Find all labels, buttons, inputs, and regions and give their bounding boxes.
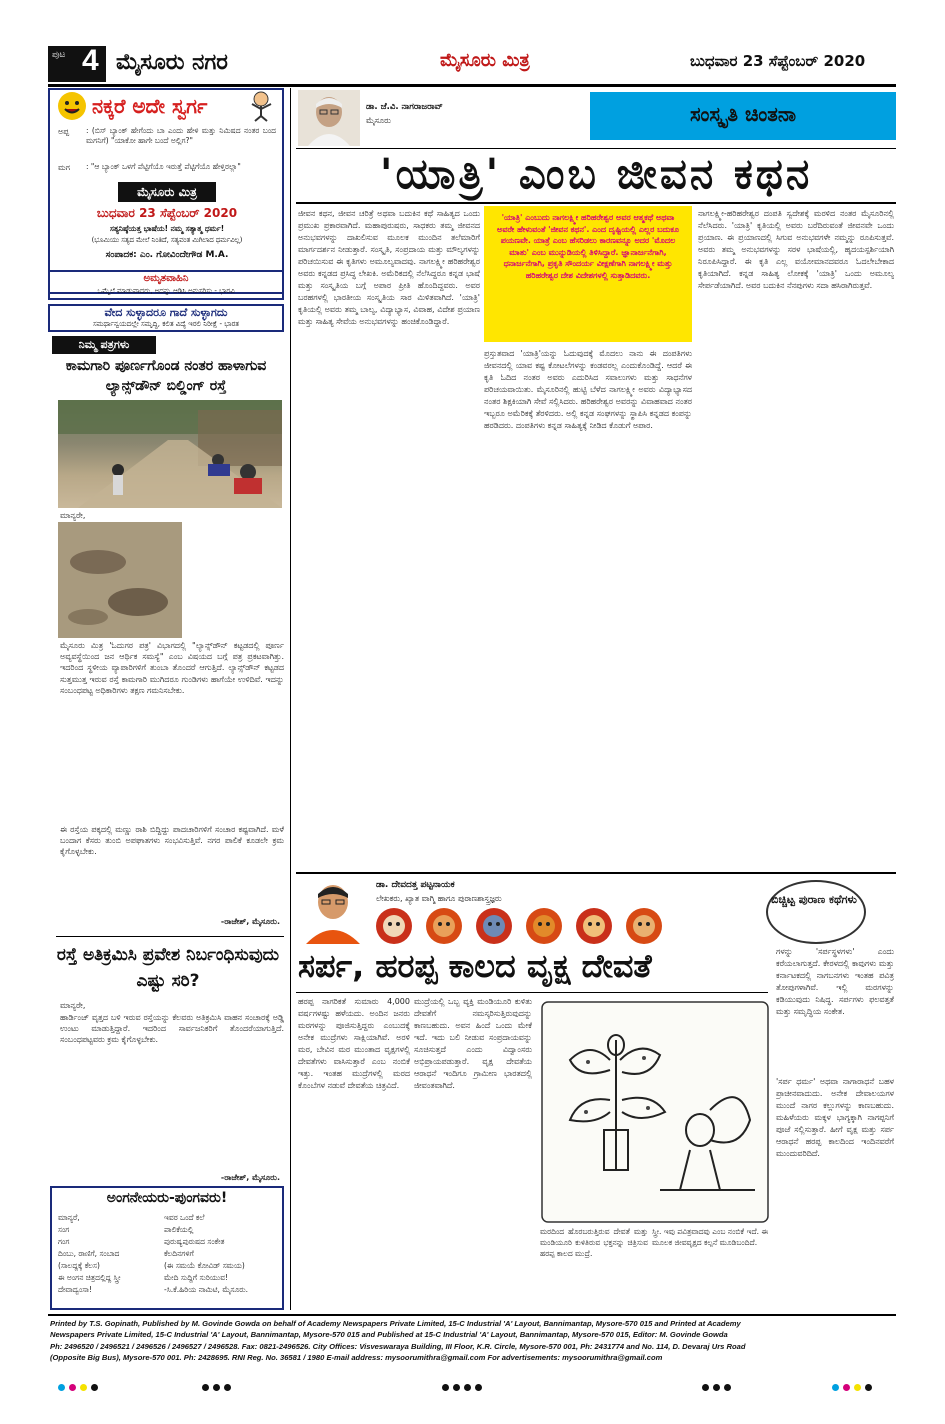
- harappa-seal-illustration: [540, 1000, 770, 1224]
- black-dot: [453, 1384, 460, 1391]
- paper-name: ಮೈಸೂರು ಮಿತ್ರ: [440, 50, 530, 71]
- quote-1-text: ಒಮ್ಮೆಲೆ ಮಾಡುವಾದರು, ಅದನ್ನು ಆಡಿಸಿ ಅನುಸರಿಸು - ಭಾರವಿ: [97, 287, 235, 295]
- letter-photo-2: [58, 522, 182, 638]
- masthead-date: ಬುಧವಾರ 23 ಸೆಪ್ಟೆಂಬರ್ 2020: [690, 52, 866, 70]
- footer-line-2: Newspapers Private Limited, 15-C Industrial 'A' Layout, Bannimantap, Mysore-570 015 and Published at 15-C Industrial 'A' Layout, Bannimantap, Mysore-570 015, Editor: M. Govinde Gowda: [50, 1330, 728, 1340]
- black-dot: [464, 1384, 471, 1391]
- poem-left-column: [58, 1212, 162, 1296]
- black-dot: [475, 1384, 482, 1391]
- yellow-dot: [854, 1384, 861, 1391]
- culture-headline-rule: [296, 202, 896, 204]
- black-dot: [724, 1384, 731, 1391]
- letter-headline: ಕಾಮಗಾರಿ ಪೂರ್ಣಗೊಂಡ ನಂತರ ಹಾಳಾಗುವ ಲ್ಯಾನ್ಸ್‌ಡೌನ್ ಬಿಲ್ಡಿಂಗ್ ರಸ್ತೆ: [65, 358, 267, 394]
- letter-photo-1: [58, 400, 282, 508]
- poem-right-column: [164, 1212, 282, 1296]
- joke-line-2: : "ಆ ಬ್ಯಾಂಕ್‌ ಒಳಗೆ ಪೆಟ್ಟಿಗೆಯೊ ಇರುತ್ತೆ ಪೆಟ್ಟಿಗೆಯೊ ಹೇಳ್ತಿರಲ್ಲಾ": [86, 162, 241, 171]
- joke-subline-1: ಸತ್ಯನಿಷ್ಠೆಯತ್ತ ಭಾಷೆಯ! ನಮ್ಮ ಸತ್ಯಾತ್ಮ ಧರ್ಮ!: [109, 224, 225, 233]
- page-number: 4: [82, 44, 99, 77]
- black-dot: [713, 1384, 720, 1391]
- culture-author-city: ಮೈಸೂರು: [366, 116, 391, 125]
- cyan-dot: [58, 1384, 65, 1391]
- letters-tag: ನಿಮ್ಮ ಪತ್ರಗಳು: [52, 336, 156, 354]
- joke-subline-2: (ಭೂಮಿಯು ಸತ್ಯದ ಮೇಲೆ ನಿಂತಿದೆ, ಸತ್ಯವಂತ ಮಿಗಿಲಾದ ಧರ್ಮವಿಲ್ಲ): [91, 236, 243, 244]
- tree-column-3a: ಗಳನ್ನು 'ಸರ್ಪಸ್ಥಳಗಳು' ಎಂದು ಕರೆಯಲಾಗುತ್ತದೆ. ಕೇರಳದಲ್ಲಿ ಕಾವುಗಳು ಮತ್ತು ಕರ್ನಾಟಕದಲ್ಲಿ ನಾಗಬನಗಳು ಇಂತಹ ಪವಿತ್ರ ತೋಪುಗಳಾಗಿವೆ. ಇಲ್ಲಿ ಮರಗಳನ್ನು ಕಡಿಯುವುದು ನಿಷಿದ್ಧ. ಸರ್ಪಗಳು ಫಲವತ್ತತೆ ಮತ್ತು ಸಮೃದ್ಧಿಯ ಸಂಕೇತ.: [776, 947, 894, 1016]
- letter-salutation: ಮಾನ್ಯರೇ,: [60, 511, 86, 520]
- tree-author-desc: ಲೇಖಕರು, ಖ್ಯಾತ ವಾಗ್ಮಿ ಹಾಗೂ ಪುರಾಣಶಾಸ್ತ್ರಜ್ಞರು: [376, 894, 502, 903]
- footer-line-1: Printed by T.S. Gopinath, Published by M. Govinde Gowda on behalf of Academy Newspapers Private Limited, 15-C Industrial 'A' Layout, Bannimantap, Mysore-570 015 and Printed at Academy: [50, 1319, 741, 1328]
- registration-marks-right: [830, 1376, 874, 1395]
- joke-speaker-1: ಅಪ್ಪ: [58, 127, 70, 136]
- black-dot: [442, 1384, 449, 1391]
- quote-2-title: ವೇದ ಸುಳ್ಳಾದರೂ ಗಾದೆ ಸುಳ್ಳಾಗದು: [104, 306, 228, 319]
- black-dot: [702, 1384, 709, 1391]
- culture-column-3: ನಾಗಲಕ್ಷ್ಮೀ-ಹರಿಹರೇಶ್ವರ ದಂಪತಿ ಸ್ವದೇಶಕ್ಕೆ ಮರಳಿದ ನಂತರ ಮೈಸೂರಿನಲ್ಲಿ ನೆಲೆಸಿದರು. 'ಯಾತ್ರಿ' ಕೃತಿಯಲ್ಲಿ ಅವರು ಬರೆದಿರುವಂತೆ ಜೀವನವೇ ಒಂದು ಪ್ರಯಾಣ. ಈ ಪ್ರಯಾಣದಲ್ಲಿ ಸಿಗುವ ಅನುಭವಗಳೇ ನಮ್ಮನ್ನು ರೂಪಿಸುತ್ತವೆ. ಅವರು ತಮ್ಮ ಅನುಭವಗಳನ್ನು ಸರಳ ಭಾಷೆಯಲ್ಲಿ, ಹೃದಯಸ್ಪರ್ಶಿಯಾಗಿ ನಿರೂಪಿಸಿದ್ದಾರೆ. ಈ ಕೃತಿ ಎಲ್ಲ ವಯೋಮಾನದವರೂ ಓದಲೇಬೇಕಾದ ಕೃತಿಯಾಗಿದೆ. ಕನ್ನಡ ಸಾಹಿತ್ಯ ಲೋಕಕ್ಕೆ 'ಯಾತ್ರಿ' ಒಂದು ಅಮೂಲ್ಯ ಸೇರ್ಪಡೆಯಾಗಿದೆ. ಅವರ ಬದುಕಿನ ನೆನಪುಗಳು ಸದಾ ಹಸಿರಾಗಿರುತ್ತವೆ.: [698, 209, 894, 290]
- poem-title: ಅಂಗನೇಯರು-ಪುಂಗವರು!: [106, 1190, 228, 1206]
- poem-right-line: ಪುರುಷ್ಯಪುರುಷದ ಸಂಕೇತ: [164, 1237, 225, 1246]
- joke-date: ಬುಧವಾರ 23 ಸೆಪ್ಟೆಂಬರ್ 2020: [96, 206, 238, 220]
- poem-right-line: ಇವರ ಒಂದೆ ಕಲೆ: [164, 1213, 205, 1222]
- letter-body-2: ಈ ರಸ್ತೆಯ ಪಕ್ಕದಲ್ಲಿ ಮಣ್ಣು ರಾಶಿ ಬಿದ್ದಿದ್ದು ಪಾದಚಾರಿಗಳಿಗೆ ಸಂಚಾರ ಕಷ್ಟವಾಗಿದೆ. ಮಳೆ ಬಂದಾಗ ಕೆಸರು ತುಂಬಿ ಅಪಘಾತಗಳು ಸಂಭವಿಸುತ್ತಿವೆ. ನಗರ ಪಾಲಿಕೆ ಕೂಡಲೇ ಕ್ರಮ ಕೈಗೊಳ್ಳಬೇಕು.: [60, 825, 284, 857]
- poem-left-line: ದೇವಾದ್ವಂಸಾ!: [58, 1285, 92, 1294]
- letter-2-salutation: ಮಾನ್ಯರೇ,: [60, 1001, 86, 1010]
- black-dot: [213, 1384, 220, 1391]
- section-title: ಮೈಸೂರು ನಗರ: [116, 50, 228, 75]
- culture-bottom-rule: [296, 872, 896, 874]
- registration-marks-center-right: [700, 1376, 733, 1395]
- masthead-rule: [48, 84, 896, 87]
- footer-line-3: Ph: 2496520 / 2496521 / 2496526 / 2496527 / 2496528. Fax: 0821-2496526. City Offices: Visveswaraya Building, III Floor, K.R. Circle, Mysore-570 001, Ph: 2431774 and No. 114, D. Devaraj Urs Road: [50, 1341, 746, 1351]
- letter-2-headline: ರಸ್ತೆ ಅತಿಕ್ರಮಿಸಿ ಪ್ರವೇಶ ನಿರ್ಬಂಧಿಸುವುದು ಎಷ್ಟು ಸರಿ?: [56, 945, 280, 991]
- magenta-dot: [843, 1384, 850, 1391]
- black-dot: [91, 1384, 98, 1391]
- tree-column-title: ಬಿಚ್ಚಿಟ್ಟ ಪುರಾಣ ಕಥೆಗಳು: [771, 893, 857, 906]
- poem-right-line: ಕೆಲದಿನಗಳಿಗೆ: [164, 1249, 194, 1258]
- poem-left-line: ಸಂಗ: [58, 1225, 70, 1234]
- tree-headline: ಸರ್ಪ, ಹರಪ್ಪ ಕಾಲದ ವೃಕ್ಷ ದೇವತೆ: [298, 947, 652, 985]
- joke-line-1: : (ಬಿಸ್‌ ಬ್ಯಾಂಕ್‌ ಹೇಗೆಂದು ಬಾ ಎಂದು ಹೇಳಿ ಮತ್ತು ನಿಮಿಷದ ನಂತರ ಬಂದ ಮಗನಿಗೆ) "ಯಾಕೋ ಹಾಗೇ ಬಂದೆ ಅಲ್ಲಿಗ?": [86, 126, 276, 145]
- seal-caption: ಮರದಿಂದ ಹೊರಬರುತ್ತಿರುವ ದೇವತೆ ಮತ್ತು ಮಂಡಿಯೂರಿ ಕುಳಿತಿರುವ ಭಕ್ತನನ್ನು ಚಿತ್ರಿಸುವ ಹರಪ್ಪ ಕಾಲದ ಮುದ್ರೆ.: [540, 1227, 648, 1258]
- culture-column-2: ಪ್ರಸ್ತುತವಾದ 'ಯಾತ್ರಿ'ಯನ್ನು ಓದುವುದಕ್ಕೆ ಮೊದಲು ನಾನು ಈ ದಂಪತಿಗಳು ಜೀವನದಲ್ಲಿ ಯಾವ ಕಷ್ಟ ಕೋಟಲೆಗಳನ್ನು ಕಂಡವರಲ್ಲ ಎಂದುಕೊಂಡಿದ್ದೆ. ಆದರೆ ಈ ಕೃತಿ ಓದಿದ ನಂತರ ಅವರು ಎದುರಿಸಿದ ಸವಾಲುಗಳು ಮತ್ತು ಸಾಧನೆಗಳ ಪರಿಚಯವಾಯಿತು. ಮೈಸೂರಿನಲ್ಲಿ ಹುಟ್ಟಿ ಬೆಳೆದ ನಾಗಲಕ್ಷ್ಮೀ ಅವರು ವಿದ್ಯಾಭ್ಯಾಸದ ನಂತರ ಶಿಕ್ಷಕಿಯಾಗಿ ಸೇವೆ ಸಲ್ಲಿಸಿದರು. ಹರಿಹರೇಶ್ವರ ಅವರನ್ನು ವಿವಾಹವಾದ ನಂತರ ಇಬ್ಬರೂ ಅಮೆರಿಕಕ್ಕೆ ತೆರಳಿದರು. ಅಲ್ಲಿ ಕನ್ನಡ ಸಂಘಗಳನ್ನು ಸ್ಥಾಪಿಸಿ ಕನ್ನಡದ ಕಂಪನ್ನು ಹರಡಿದರು. ದಂಪತಿಗಳು ಕನ್ನಡ ಸಾಹಿತ್ಯಕ್ಕೆ ನೀಡಿದ ಕೊಡುಗೆ ಅಪಾರ.: [484, 349, 692, 430]
- letter-2-body: ಹಾರ್ಡಿಂಜ್ ವೃತ್ತದ ಬಳಿ ಇರುವ ರಸ್ತೆಯನ್ನು ಕೆಲವರು ಅತಿಕ್ರಮಿಸಿ ವಾಹನ ಸಂಚಾರಕ್ಕೆ ಅಡ್ಡಿ ಉಂಟು ಮಾಡುತ್ತಿದ್ದಾರೆ. ಇದರಿಂದ ಸಾರ್ವಜನಿಕರಿಗೆ ತೊಂದರೆಯಾಗುತ್ತಿದೆ. ಸಂಬಂಧಪಟ್ಟವರು ಕ್ರಮ ಕೈಗೊಳ್ಳಬೇಕು.: [60, 1013, 284, 1045]
- tree-column-1: ಹರಪ್ಪ ನಾಗರಿಕತೆ ಸುಮಾರು 4,000 ವರ್ಷಗಳಷ್ಟು ಹಳೆಯದು. ಅಂದಿನ ಜನರು ಮರಗಳನ್ನು ಪೂಜಿಸುತ್ತಿದ್ದರು ಎಂಬುದಕ್ಕೆ ಅನೇಕ ಮುದ್ರೆಗಳು ಸಾಕ್ಷಿಯಾಗಿವೆ. ಅರಳಿ ಮರ, ಬೇವಿನ ಮರ ಮುಂತಾದ ವೃಕ್ಷಗಳಲ್ಲಿ ದೇವತೆಗಳು ವಾಸಿಸುತ್ತಾರೆ ಎಂಬ ನಂಬಿಕೆ ಇತ್ತು. ಇಂತಹ ಮುದ್ರೆಗಳಲ್ಲಿ ಮರದ ಕೊಂಬೆಗಳ ನಡುವೆ ದೇವತೆಯ ಚಿತ್ರವಿದೆ.: [298, 997, 410, 1090]
- letter-divider: [56, 936, 284, 937]
- page-label: ಪುಟ: [52, 50, 66, 60]
- tree-column-4: ಸ್ತ್ರೀ. ಇವು ಪವಿತ್ರವಾದವು ಎಂಬ ನಂಬಿಕೆ ಇದೆ. ಈ ಮೂಲಕ ಜೀವವೃಕ್ಷದ ಕಲ್ಪನೆ ಮೂಡಿಬಂದಿದೆ.: [652, 1227, 768, 1247]
- registration-marks-center: [440, 1376, 484, 1395]
- poem-left-line: ಗಂಗ: [58, 1237, 70, 1246]
- culture-column-1: ಜೀವನ ಕಥನ, ಜೀವನ ಚರಿತ್ರೆ ಅಥವಾ ಬದುಕಿನ ಕಥೆ ಸಾಹಿತ್ಯದ ಒಂದು ಪ್ರಮುಖ ಪ್ರಕಾರವಾಗಿದೆ. ಮಹಾಪುರುಷರು, ಸಾಧಕರು ತಮ್ಮ ಜೀವನದ ಅನುಭವಗಳನ್ನು ದಾಖಲಿಸುವ ಮೂಲಕ ಮುಂದಿನ ತಲೆಮಾರಿಗೆ ಮಾರ್ಗದರ್ಶನ ನೀಡುತ್ತಾರೆ. ಸಂಸ್ಕೃತಿ, ಸಂಪ್ರದಾಯ ಮತ್ತು ಮೌಲ್ಯಗಳನ್ನು ಪರಿಚಯಿಸುವ ಈ ಕೃತಿಗಳು ಅಮೂಲ್ಯವಾದವು. ನಾಗಲಕ್ಷ್ಮೀ ಹರಿಹರೇಶ್ವರ ಅವರು ಕನ್ನಡದ ಪ್ರಸಿದ್ಧ ಲೇಖಕಿ. ಅಮೆರಿಕದಲ್ಲಿ ನೆಲೆಸಿದ್ದರೂ ಕನ್ನಡ ಭಾಷೆ ಮತ್ತು ಸಂಸ್ಕೃತಿಯ ಬಗ್ಗೆ ಅಪಾರ ಪ್ರೀತಿ ಹೊಂದಿದ್ದವರು. ಅವರ ಬರಹಗಳಲ್ಲಿ ಭಾರತೀಯ ಸಂಸ್ಕೃತಿಯ ಸಾರ ಮಿಳಿತವಾಗಿದೆ. 'ಯಾತ್ರಿ' ಕೃತಿಯಲ್ಲಿ ಅವರು ತಮ್ಮ ಬಾಲ್ಯ, ವಿದ್ಯಾಭ್ಯಾಸ, ವಿವಾಹ, ವಿದೇಶ ಪ್ರಯಾಣ ಮತ್ತು ಸಾಹಿತ್ಯ ಸೇವೆಯ ಅನುಭವಗಳನ್ನು ಹಂಚಿಕೊಂಡಿದ್ದಾರೆ.: [298, 209, 480, 326]
- culture-pullquote: 'ಯಾತ್ರಿ' ಎಂಬುದು ನಾಗಲಕ್ಷ್ಮೀ ಹರಿಹರೇಶ್ವರ ಅವರ ಆತ್ಮಕಥೆ ಅಥವಾ ಅವರೇ ಹೇಳುವಂತೆ 'ಜೀವನ ಕಥನ'. ಎಂದ ದೃಷ್ಟಿಯಲ್ಲಿ ಎಲ್ಲರ ಬದುಕೂ ಪಯಣವೇ. ಯಾತ್ರೆ ಎಂಬ ಹೆಸರಿಡಲು ಕಾರಣವನ್ನೂ ಅದರ 'ಮೊದಲ ಮಾತು' ಎಂಬ ಮುನ್ನುಡಿಯಲ್ಲಿ ತಿಳಿಸಿದ್ದಾರೆ. ಜ್ಞಾನಾರ್ಜನೆಗಾಗಿ, ಧನಾರ್ಜನೆಗಾಗಿ, ಪ್ರಕೃತಿ ಸೌಂದರ್ಯ ವೀಕ್ಷಣೆಗಾಗಿ ನಾಗಲಕ್ಷ್ಮೀ ಮತ್ತು ಹರಿಹರೇಶ್ವರ ದೇಶ ವಿದೇಶಗಳಲ್ಲಿ ಸುತ್ತಾಡಿದವರು.: [497, 213, 679, 280]
- yellow-dot: [80, 1384, 87, 1391]
- quote-1-title: ಅಮೃತವಾಹಿನಿ: [143, 273, 189, 284]
- author-photo: [298, 90, 360, 146]
- tree-column-2: ಮುದ್ರೆಯಲ್ಲಿ ಒಬ್ಬ ವ್ಯಕ್ತಿ ಮಂಡಿಯೂರಿ ಕುಳಿತು ದೇವತೆಗೆ ನಮಸ್ಕರಿಸುತ್ತಿರುವುದನ್ನು ಕಾಣಬಹುದು. ಅವನ ಹಿಂದೆ ಒಂದು ಮೇಕೆ ಇದೆ. ಇದು ಬಲಿ ನೀಡುವ ಸಂಪ್ರದಾಯವನ್ನು ಸೂಚಿಸುತ್ತದೆ ಎಂದು ವಿದ್ವಾಂಸರು ಅಭಿಪ್ರಾಯಪಡುತ್ತಾರೆ. ವೃಕ್ಷ ದೇವತೆಯ ಆರಾಧನೆ ಇಂದಿಗೂ ಗ್ರಾಮೀಣ ಭಾರತದಲ್ಲಿ ಜೀವಂತವಾಗಿದೆ.: [414, 997, 532, 1090]
- tree-column-3b: 'ಸರ್ಪ ಧರ್ಮ' ಅಥವಾ ನಾಗಾರಾಧನೆ ಬಹಳ ಪ್ರಾಚೀನವಾದುದು. ಅನೇಕ ದೇವಾಲಯಗಳ ಮುಂದೆ ನಾಗರ ಕಲ್ಲುಗಳನ್ನು ಕಾಣಬಹುದು. ಮಹಿಳೆಯರು ಮಕ್ಕಳ ಭಾಗ್ಯಕ್ಕಾಗಿ ನಾಗಪ್ಪನಿಗೆ ಪೂಜೆ ಸಲ್ಲಿಸುತ್ತಾರೆ. ಹೀಗೆ ವೃಕ್ಷ ಮತ್ತು ಸರ್ಪ ಆರಾಧನೆ ಹರಪ್ಪ ಕಾಲದಿಂದ ಇಂದಿನವರೆಗೆ ಮುಂದುವರಿದಿದೆ.: [776, 1077, 894, 1158]
- joke-logo: ಮೈಸೂರು ಮಿತ್ರ: [118, 182, 216, 202]
- poem-right-line: ಪಾಲಿಕೆಯಲ್ಲಿ: [164, 1225, 194, 1234]
- culture-headline: 'ಯಾತ್ರಿ' ಎಂಬ ಜೀವನ ಕಥನ: [379, 149, 813, 198]
- editor-line: ಸಂಪಾದಕ: ಎಂ. ಗೋವಿಂದೇಗೌಡ M.A.: [105, 250, 229, 260]
- quote-2-text: ಸಮರ್ಥಾನ್ವಯದಲ್ಲೇ ಸಮೃದ್ಧಿ, ಕಲಿತ ವಿದ್ಯೆ ಇರಲಿ ನಿರೀಕ್ಷೆ - ಭಾರತ: [93, 320, 239, 328]
- letter-2-signature: -ರಾಜೇಶ್, ಮೈಸೂರು.: [220, 1173, 280, 1182]
- footer-line-4: (Opposite Big Bus), Mysore-570 001. Ph: 2428695. RNI Reg. No. 36581 / 1980 E-mail address: mysoorumithra@gmail.com For advertisements: mysoorumithra@gmail.com: [50, 1353, 663, 1363]
- column-divider: [290, 88, 291, 1310]
- magenta-dot: [69, 1384, 76, 1391]
- poem-left-line: ಈ ಅಂಗನ ಚಿತ್ರದಲ್ಲಿದ್ದ ಸ್ತ್ರೀ: [58, 1273, 121, 1282]
- letter-signature: -ರಾಜೇಶ್, ಮೈಸೂರು.: [220, 917, 280, 926]
- poem-right-line: ಮೇದಿ ಸುದ್ದಿಗೆ ಸುರಿಯುವ!: [164, 1273, 229, 1282]
- poem-left-line: ದಿಂಬು, ರಾಣಿಗೆ, ಸಂಬಾದ: [58, 1249, 120, 1258]
- tree-author-photo: [298, 878, 368, 944]
- letter-body-1: ಮೈಸೂರು ಮಿತ್ರ 'ಓದುಗರ ಪತ್ರ' ವಿಭಾಗದಲ್ಲಿ "ಲ್ಯಾನ್ಸ್‌ಡೌನ್‌ ಕಟ್ಟಡದಲ್ಲಿ ಪೂರ್ಣ ಅವ್ಯವಸ್ಥೆಯಿಂದ ಜನ ಆರ್ಥಿಕ ಸಮಸ್ಯೆ" ಎಂಬ ವಿಷಯದ ಬಗ್ಗೆ ಪತ್ರ ಪ್ರಕಟವಾಗಿತ್ತು. ಇದರಿಂದ ಸ್ಥಳೀಯ ವ್ಯಾಪಾರಿಗಳಿಗೆ ತುಂಬಾ ತೊಂದರೆ ಆಗುತ್ತಿದೆ. ಲ್ಯಾನ್ಸ್‌ಡೌನ್ ಕಟ್ಟಡದ ಸುತ್ತಮುತ್ತ ಇರುವ ರಸ್ತೆ ಕಾಮಗಾರಿ ಮುಗಿದರೂ ಗುಂಡಿಗಳು ಹಾಗೆಯೇ ಉಳಿದಿವೆ. ಇದನ್ನು ಸಂಬಂಧಪಟ್ಟ ಅಧಿಕಾರಿಗಳು ತಕ್ಷಣ ಗಮನಿಸಬೇಕು.: [60, 641, 284, 695]
- poem-right-line: (ಈ ಸಮಯೆ ಕೋವಿಡ್ ಸಮಯ): [164, 1261, 245, 1270]
- poem-left-line: ಮಾನ್ಯರೆ,: [58, 1213, 80, 1222]
- joke-speaker-2: ಮಗ: [58, 163, 70, 172]
- footer-imprint: [50, 1318, 896, 1364]
- black-dot: [224, 1384, 231, 1391]
- smiley-icon: [58, 92, 86, 120]
- cyan-dot: [832, 1384, 839, 1391]
- culture-column-title: ಸಂಸ್ಕೃತಿ ಚಿಂತನಾ: [689, 102, 797, 126]
- registration-marks-left: [56, 1376, 100, 1395]
- poem-left-line: (ಸಾಲದ್ದಕ್ಕೆ ಕೆಲಸ): [58, 1261, 100, 1270]
- registration-marks-center-left: [200, 1376, 233, 1395]
- tree-column-badge: [766, 880, 866, 944]
- black-dot: [865, 1384, 872, 1391]
- tree-headline-rule: [296, 992, 768, 993]
- cartoon-icon: [246, 90, 276, 122]
- tree-author: ಡಾ. ದೇವದತ್ತ ಪಟ್ಟನಾಯಕ: [376, 880, 455, 890]
- poem-right-line: -ಸಿ.ಕೆ.ಹಿರಿಯ ನಾಮಿಟಿ, ಮೈಸೂರು.: [164, 1285, 249, 1294]
- black-dot: [202, 1384, 209, 1391]
- culture-author: ಡಾ. ಜೆ.ವಿ. ನಾಗರಾಜರಾವ್: [366, 102, 443, 112]
- footer-rule: [48, 1314, 896, 1316]
- joke-title: ನಕ್ಕರೆ ಅದೇ ಸ್ವರ್ಗ: [92, 94, 208, 118]
- ornament-row: [372, 906, 672, 946]
